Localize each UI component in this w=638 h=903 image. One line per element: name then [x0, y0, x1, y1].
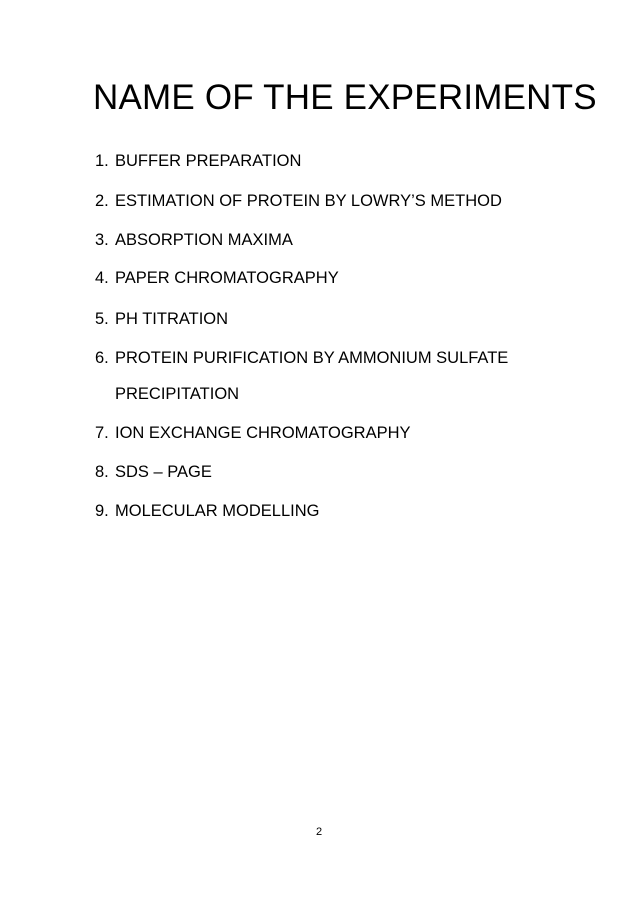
item-text: PH TITRATION: [115, 310, 229, 328]
item-text: ION EXCHANGE CHROMATOGRAPHY: [115, 424, 411, 442]
item-text: PROTEIN PURIFICATION BY AMMONIUM SULFATE: [115, 349, 509, 367]
list-item-molecular-modelling: [95, 500, 575, 522]
list-item-paper-chromatography: [95, 267, 575, 289]
item-number: 4.: [95, 269, 109, 287]
item-text: ABSORPTION MAXIMA: [115, 231, 293, 249]
item-text: PAPER CHROMATOGRAPHY: [115, 269, 339, 287]
page-number: 2: [315, 826, 323, 838]
item-text: BUFFER PREPARATION: [115, 152, 302, 170]
item-number: 1.: [95, 152, 109, 170]
list-item-lowry-method: [95, 190, 575, 212]
list-item-sds-page: [95, 461, 575, 483]
item-text-continuation: PRECIPITATION: [115, 385, 240, 403]
list-item-ph-titration: [95, 308, 575, 330]
item-text: SDS – PAGE: [115, 463, 212, 481]
item-number: 8.: [95, 463, 109, 481]
item-number: 7.: [95, 424, 109, 442]
item-number: 5.: [95, 310, 109, 328]
list-item-ion-exchange-chromatography: [95, 422, 575, 444]
experiment-list: [95, 150, 575, 522]
item-number: 9.: [95, 502, 109, 520]
list-item-protein-purification: [95, 347, 575, 405]
item-number: 6.: [95, 349, 109, 367]
list-item-absorption-maxima: [95, 229, 575, 251]
item-text: MOLECULAR MODELLING: [115, 502, 320, 520]
list-item-buffer-preparation: [95, 150, 575, 172]
page-title: NAME OF THE EXPERIMENTS: [93, 78, 597, 117]
item-number: 2.: [95, 192, 109, 210]
item-number: 3.: [95, 231, 109, 249]
item-text: ESTIMATION OF PROTEIN BY LOWRY’S METHOD: [115, 192, 502, 210]
